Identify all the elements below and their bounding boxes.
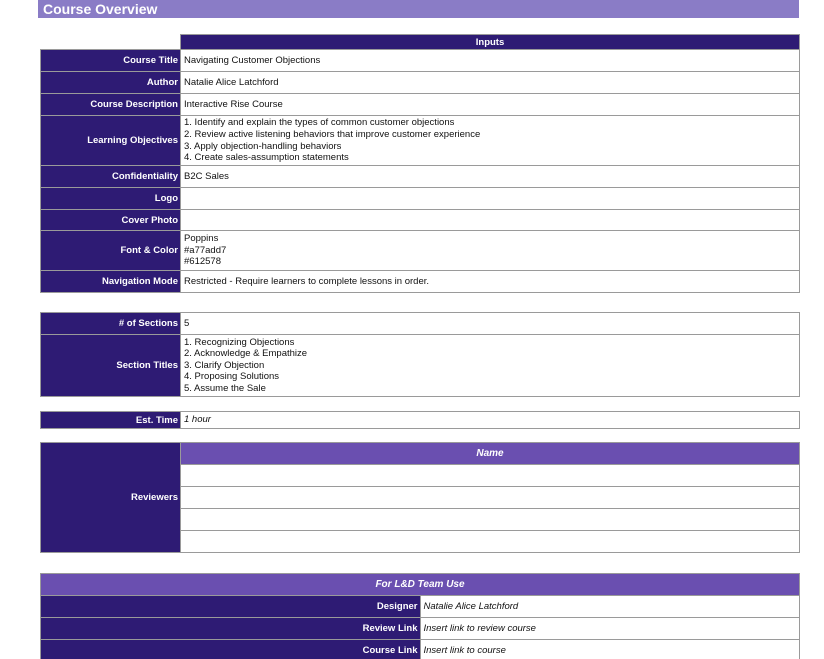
cover-photo-field[interactable] xyxy=(181,210,800,231)
objective-item: 1. Identify and explain the types of common customer objections xyxy=(184,117,455,129)
est-time-label: Est. Time xyxy=(41,412,181,429)
sections-table xyxy=(40,312,800,397)
learning-objectives-field[interactable] xyxy=(181,116,800,166)
review-link-field[interactable]: Insert link to review course xyxy=(420,618,800,640)
reviewer-row[interactable] xyxy=(181,487,800,509)
navigation-mode-label: Navigation Mode xyxy=(41,271,181,293)
section-titles-field[interactable] xyxy=(181,335,800,397)
reviewers-name-header: Name xyxy=(181,443,800,465)
color-value: #a77add7 xyxy=(184,244,227,256)
ld-header: For L&D Team Use xyxy=(41,574,800,596)
designer-field[interactable]: Natalie Alice Latchford xyxy=(420,596,800,618)
reviewer-row[interactable] xyxy=(181,509,800,531)
section-title-item: 4. Proposing Solutions xyxy=(184,371,280,383)
course-description-label: Course Description xyxy=(41,94,181,116)
font-color-field[interactable] xyxy=(181,231,800,271)
objective-item: 2. Review active listening behaviors that improve customer experience xyxy=(184,128,481,140)
est-time-field[interactable]: 1 hour xyxy=(181,412,800,429)
section-title-item: 1. Recognizing Objections xyxy=(184,336,295,348)
review-link-label: Review Link xyxy=(41,618,421,640)
font-color-label: Font & Color xyxy=(41,231,181,271)
font-name: Poppins xyxy=(184,233,219,245)
section-title-item: 3. Clarify Objection xyxy=(184,359,265,371)
navigation-mode-field[interactable]: Restricted - Require learners to complete lessons in order. xyxy=(181,271,800,293)
section-titles-label: Section Titles xyxy=(41,335,181,397)
section-count-label: # of Sections xyxy=(41,313,181,335)
author-field[interactable]: Natalie Alice Latchford xyxy=(181,72,800,94)
inputs-header: Inputs xyxy=(181,35,800,50)
author-label: Author xyxy=(41,72,181,94)
objective-item: 4. Create sales-assumption statements xyxy=(184,152,349,164)
course-link-field[interactable]: Insert link to course xyxy=(420,640,800,659)
inputs-table xyxy=(40,34,800,293)
section-count-field[interactable]: 5 xyxy=(181,313,800,335)
reviewers-label: Reviewers xyxy=(41,443,181,553)
logo-label: Logo xyxy=(41,188,181,210)
ld-table xyxy=(40,573,800,659)
color-value: #612578 xyxy=(184,256,221,268)
designer-label: Designer xyxy=(41,596,421,618)
course-description-field[interactable]: Interactive Rise Course xyxy=(181,94,800,116)
inputs-header-spacer xyxy=(41,35,181,50)
section-title-item: 5. Assume the Sale xyxy=(184,382,266,394)
confidentiality-label: Confidentiality xyxy=(41,166,181,188)
logo-field[interactable] xyxy=(181,188,800,210)
reviewer-row[interactable] xyxy=(181,465,800,487)
section-title-item: 2. Acknowledge & Empathize xyxy=(184,348,308,360)
reviewer-row[interactable] xyxy=(181,531,800,553)
est-time-table xyxy=(40,411,800,429)
page-title: Course Overview xyxy=(38,0,799,18)
cover-photo-label: Cover Photo xyxy=(41,210,181,231)
reviewers-table xyxy=(40,442,800,553)
objective-item: 3. Apply objection-handling behaviors xyxy=(184,140,342,152)
learning-objectives-label: Learning Objectives xyxy=(41,116,181,166)
course-link-label: Course Link xyxy=(41,640,421,659)
confidentiality-field[interactable]: B2C Sales xyxy=(181,166,800,188)
course-title-field[interactable]: Navigating Customer Objections xyxy=(181,50,800,72)
course-title-label: Course Title xyxy=(41,50,181,72)
